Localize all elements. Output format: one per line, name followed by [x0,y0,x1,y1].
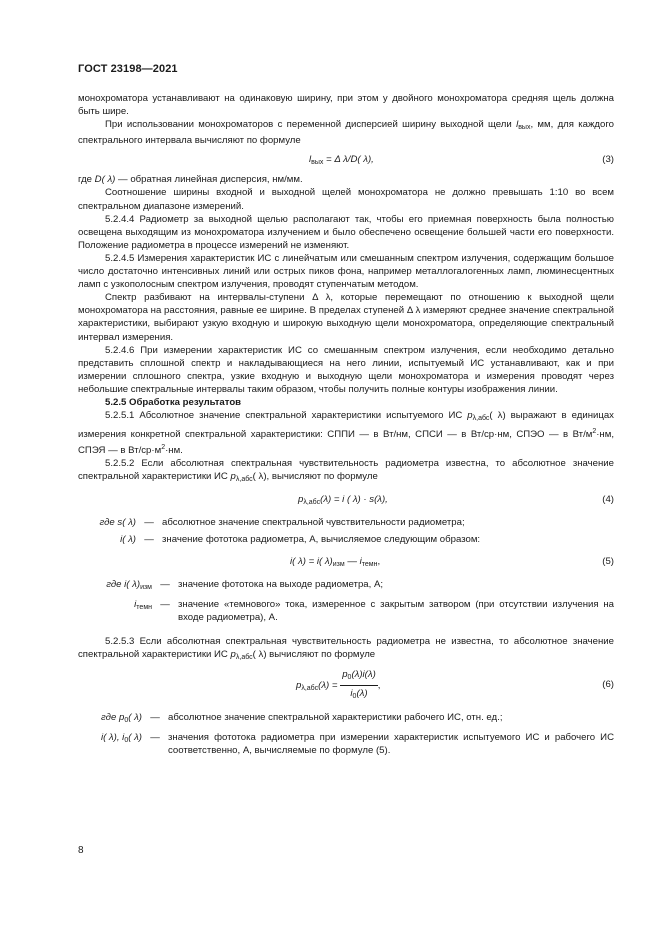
document-body [78,92,614,764]
paragraph: 5.2.4.5 Измерения характеристик ИС с линейчатым или смешанным спектром излучения, содержащим большое число достаточно интенсивных линий или острых пиков фона, например металлогалогенных ламп, люминесцентных ламп с узкополосным спектром излучения, проводят ступенчатым методом. [78,252,614,291]
paragraph: 5.2.5.1 Абсолютное значение спектральной характеристики испытуемого ИС $p_{\lambda,абс}$( λ) выражают в единицах измерения конкретной спектральной характеристики: СППИ — в Вт/нм, СПСИ — в Вт/ср·нм, СПЭО — в $Вт/м^2\cdot нм$, СПЭЯ — в $Вт/ср\cdot м^2\cdot нм$. [78,410,614,457]
paragraph: Спектр разбивают на интервалы-ступени Δ λ, которые перемещают по отношению к выходной щели монохроматора на расстояния, равные ее ширине. В пределах ступеней Δ λ измеряют среднее значение спектральной характеристики, выбирают узкую входную и широкую выходную щели монохроматора, определяющие спектральный интервал измерения. [78,292,614,343]
paragraph: 5.2.5.2 Если абсолютная спектральная чувствительность радиометра известна, то абсолютное значение спектральной характеристики ИС $p_{\lambda,абс}$( λ), вычисляют по формуле [78,458,614,484]
definition-dash: — [144,516,154,528]
definitions-list [78,516,614,546]
formula-3 [78,151,614,169]
definition-item [78,731,614,757]
definitions-list [78,711,614,757]
equation-number: (5) [602,555,614,567]
definition-dash: — [160,598,170,610]
definition-symbol: где $p_0$( λ) [101,712,142,725]
definition-symbol: где s( λ) [99,516,136,528]
paragraph: 5.2.5.3 Если абсолютная спектральная чувствительность радиометра не известна, то абсолютное значение спектральной характеристики ИС $p_{\lambda,абс}$( λ) вычисляют по формуле [78,636,614,662]
page-number: 8 [78,845,84,856]
document-header: ГОСТ 23198—2021 [78,63,178,75]
definition-text: значение фототока радиометра, А, вычисляемое следующим образом: [162,533,481,545]
equation-number: (4) [602,493,614,505]
definition-item [78,533,614,546]
definition-item [78,711,614,727]
equation-number: (3) [602,154,614,166]
paragraph: где D( λ) — обратная линейная дисперсия, нм/мм. [78,174,303,186]
definition-text: значения фототока радиометра при измерении характеристик испытуемого ИС и рабочего ИС соответственно, А, вычисляемые по формуле (5). [168,732,614,757]
paragraph: Соотношение ширины входной и выходной щелей монохроматора не должно превышать 1:10 во всем спектральном диапазоне измерений. [78,187,614,212]
definition-item [78,598,614,624]
formula-5 [78,553,614,571]
definition-symbol: где i( $\lambda)_{изм}$ [106,578,152,591]
paragraph: монохроматора устанавливают на одинаковую ширину, при этом у двойного монохроматора средняя щель должна быть шире. [78,93,614,118]
equation-number: (6) [602,679,614,691]
definition-dash: — [150,712,160,724]
paragraph: 5.2.4.4 Радиометр за выходной щелью располагают так, чтобы его приемная поверхность была полностью освещена выходящим из монохроматора излучением и было обеспечено освещение большей части его поверхности. Положение радиометра в процессе измерений не изменяют. [78,213,614,251]
paragraph: 5.2.4.6 При измерении характеристик ИС со смешанным спектром излучения, если необходимо детально представить сплошной спектр и накладывающиеся на него линии, испытуемый ИС устанавливают, как и при измерении сплошного спектра, узкие входную и выходную щели монохроматора и измерения проводят через небольшие спектральные интервалы таким образом, чтобы получить полные контуры изображения линии. [78,344,614,395]
definition-item [78,578,614,594]
section-heading: 5.2.5 Обработка результатов [105,396,242,408]
formula-expression: $l_{вых} = \Delta$ λ/D( λ), [309,154,374,167]
paragraph: При использовании монохроматоров с переменной дисперсией ширину выходной щели $l_{вых}$, мм, для каждого спектрального интервала вычисляют по формуле [78,119,614,147]
definition-text: абсолютное значение спектральной чувствительности радиометра; [162,516,465,528]
definition-text: значение фототока на выходе радиометра, А; [178,578,384,590]
definition-symbol: i( λ) [120,533,136,545]
formula-fraction: $\frac{p_0(\lambda)i(\lambda)}{i_0(\lambda)}$ [342,669,376,701]
definition-text: значение «темнового» тока, измеренное с закрытым затвором (при отсутствии излучения на входе радиометра), А. [178,598,614,623]
definition-dash: — [160,578,170,590]
definition-symbol: $i_{темн}$ [134,598,152,611]
formula-6 [78,668,614,704]
definition-symbol: i( λ), $i_0$( λ) [100,732,142,745]
definition-dash: — [144,533,154,545]
definition-item [78,516,614,529]
formula-expression: $p_{\lambda,абс}(\lambda)$ = $\frac{p_0(\lambda)i(\lambda)}{i_0(\lambda)}$ , [296,668,380,703]
formula-expression: $p_{\lambda,абс}(\lambda) = i$ ( λ) · s(λ), [298,493,388,506]
formula-expression: i( λ) = i( $\lambda)_{изм}$ — $i_{темн}$, [290,555,381,568]
definition-text: абсолютное значение спектральной характеристики рабочего ИС, отн. ед.; [168,712,503,724]
formula-4 [78,491,614,509]
definitions-list [78,578,614,624]
definition-dash: — [150,732,160,744]
